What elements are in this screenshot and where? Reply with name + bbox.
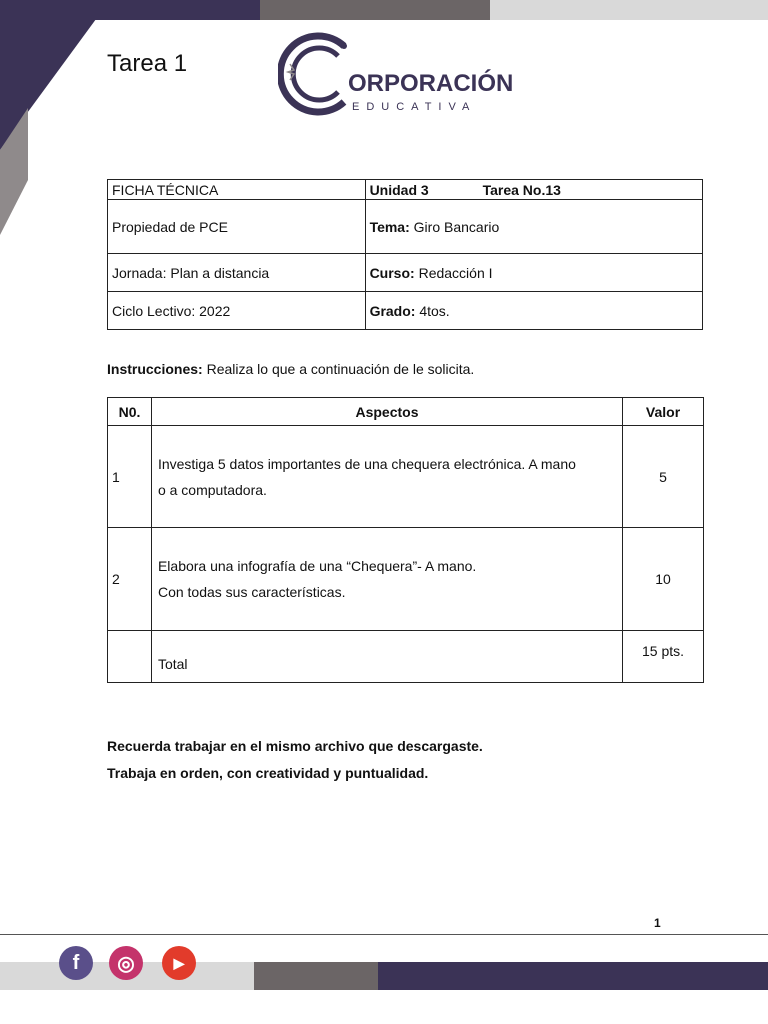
table-header-row <box>108 398 704 426</box>
table-row <box>108 426 704 528</box>
ficha-unit-cell <box>365 180 702 200</box>
bottom-bar-gray <box>254 962 378 990</box>
table-total-row <box>108 631 704 683</box>
col-header-aspectos: Aspectos <box>151 398 622 426</box>
note-line-1: Recuerda trabajar en el mismo archivo que descargaste. <box>107 738 483 754</box>
col-header-no: N0. <box>108 398 152 426</box>
ficha-header-cell: FICHA TÉCNICA <box>108 180 366 200</box>
aspecto-line: o a computadora. <box>157 481 267 498</box>
top-bar-light <box>490 0 768 20</box>
instructions-label: Instrucciones: <box>107 361 203 377</box>
ciclo-cell: Ciclo Lectivo: 2022 <box>108 292 366 330</box>
facebook-icon[interactable]: f <box>59 946 93 980</box>
propiedad-cell: Propiedad de PCE <box>108 200 366 254</box>
grado-value: 4tos. <box>415 302 450 319</box>
row-aspecto <box>151 528 622 631</box>
page-title: Tarea 1 <box>107 50 188 77</box>
footer-divider <box>0 934 768 935</box>
curso-value: Redacción I <box>414 264 493 281</box>
aspectos-table <box>107 397 704 683</box>
table-row <box>108 528 704 631</box>
corporacion-logo <box>278 24 514 124</box>
row-aspecto <box>151 426 622 528</box>
tarea-no-label: Tarea No.13 <box>482 181 561 198</box>
row-valor: 10 <box>623 528 704 631</box>
curso-label: Curso: <box>369 264 415 281</box>
ficha-tecnica-table <box>107 179 703 330</box>
curso-cell <box>365 254 702 292</box>
table-row <box>108 180 703 200</box>
logo-c-icon <box>278 24 358 124</box>
note-line-2: Trabaja en orden, con creatividad y puntualidad. <box>107 765 429 781</box>
grado-cell <box>365 292 702 330</box>
col-header-valor: Valor <box>623 398 704 426</box>
tema-cell <box>365 200 702 254</box>
aspecto-line: Con todas sus características. <box>157 584 346 600</box>
page-number: 1 <box>654 916 661 930</box>
total-label: Total <box>151 631 622 683</box>
instagram-icon[interactable]: ◎ <box>109 946 143 980</box>
grado-label: Grado: <box>369 302 416 319</box>
tema-label: Tema: <box>369 218 410 235</box>
instructions <box>107 361 474 377</box>
row-no: 1 <box>108 426 152 528</box>
logo-subtext: EDUCATIVA <box>352 101 477 113</box>
bottom-bar-purple <box>378 962 768 990</box>
total-value: 15 pts. <box>623 631 704 683</box>
row-no: 2 <box>108 528 152 631</box>
aspecto-line: Investiga 5 datos importantes de una chequera electrónica. A mano <box>157 455 576 472</box>
top-bar-gray <box>260 0 490 20</box>
tema-value: Giro Bancario <box>409 218 500 235</box>
table-row <box>108 254 703 292</box>
table-row <box>108 292 703 330</box>
corner-decoration <box>0 0 120 240</box>
youtube-icon[interactable]: ▶ <box>162 946 196 980</box>
aspecto-line: Elabora una infografía de una “Chequera”- A mano. <box>157 558 477 574</box>
table-row <box>108 200 703 254</box>
logo-text: ORPORACIÓN <box>348 70 514 97</box>
total-no-cell <box>108 631 152 683</box>
unidad-label: Unidad 3 <box>369 181 429 198</box>
jornada-cell: Jornada: Plan a distancia <box>108 254 366 292</box>
row-valor: 5 <box>623 426 704 528</box>
instructions-text: Realiza lo que a continuación de le solicita. <box>202 361 475 377</box>
